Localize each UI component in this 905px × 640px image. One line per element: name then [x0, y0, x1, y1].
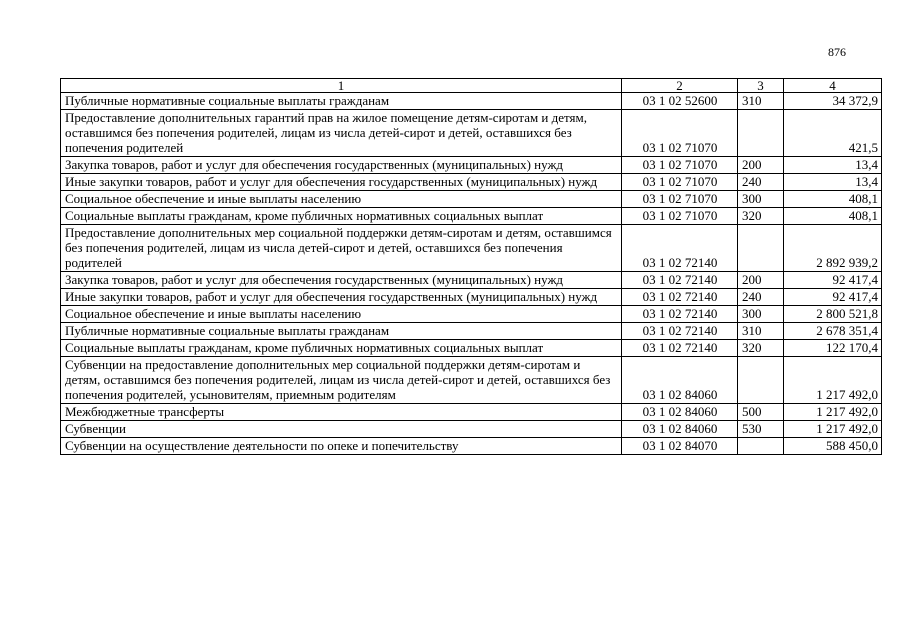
row-type-cell: [738, 438, 784, 455]
row-code-cell: 03 1 02 71070: [622, 157, 738, 174]
budget-table: [60, 78, 882, 455]
row-code-cell: 03 1 02 72140: [622, 225, 738, 272]
row-name-cell: Закупка товаров, работ и услуг для обеспечения государственных (муниципальных) нужд: [61, 272, 622, 289]
row-amount-cell: 408,1: [784, 191, 882, 208]
row-amount-cell: 13,4: [784, 174, 882, 191]
table-row: [61, 272, 882, 289]
row-name-cell: Закупка товаров, работ и услуг для обеспечения государственных (муниципальных) нужд: [61, 157, 622, 174]
row-amount-cell: 1 217 492,0: [784, 357, 882, 404]
row-amount-cell: 2 800 521,8: [784, 306, 882, 323]
row-name-cell: Социальное обеспечение и иные выплаты населению: [61, 306, 622, 323]
row-type-cell: [738, 225, 784, 272]
table-row: [61, 225, 882, 272]
table-header-row: [61, 79, 882, 93]
column-header-1: 1: [61, 79, 622, 93]
row-name-cell: Предоставление дополнительных гарантий прав на жилое помещение детям-сиротам и детям, оставшимся без попечения родителей, лицам из числа детей-сирот и детей, оставшихся без попечения родителей: [61, 110, 622, 157]
row-name-cell: Субвенции на предоставление дополнительных мер социальной поддержки детям-сиротам и детям, оставшимся без попечения родителей, лицам из числа детей-сирот и детей, оставшихся без попечения родителей, усыновителям, приемным родителям: [61, 357, 622, 404]
row-name-cell: Публичные нормативные социальные выплаты гражданам: [61, 323, 622, 340]
table-row: [61, 93, 882, 110]
table-body: [61, 93, 882, 455]
row-amount-cell: 13,4: [784, 157, 882, 174]
row-code-cell: 03 1 02 71070: [622, 110, 738, 157]
row-code-cell: 03 1 02 72140: [622, 306, 738, 323]
row-amount-cell: 34 372,9: [784, 93, 882, 110]
row-code-cell: 03 1 02 84070: [622, 438, 738, 455]
row-type-cell: 240: [738, 174, 784, 191]
table-row: [61, 357, 882, 404]
row-code-cell: 03 1 02 72140: [622, 289, 738, 306]
row-code-cell: 03 1 02 84060: [622, 404, 738, 421]
row-name-cell: Субвенции: [61, 421, 622, 438]
row-type-cell: 320: [738, 208, 784, 225]
table-row: [61, 340, 882, 357]
row-type-cell: [738, 357, 784, 404]
row-amount-cell: 92 417,4: [784, 272, 882, 289]
row-amount-cell: 1 217 492,0: [784, 421, 882, 438]
row-name-cell: Предоставление дополнительных мер социальной поддержки детям-сиротам и детям, оставшимся без попечения родителей, лицам из числа детей-сирот и детей, оставшихся без попечения родителей: [61, 225, 622, 272]
row-amount-cell: 408,1: [784, 208, 882, 225]
row-code-cell: 03 1 02 71070: [622, 191, 738, 208]
table-row: [61, 157, 882, 174]
row-type-cell: 300: [738, 306, 784, 323]
row-code-cell: 03 1 02 71070: [622, 174, 738, 191]
table-row: [61, 289, 882, 306]
row-type-cell: 500: [738, 404, 784, 421]
row-type-cell: 200: [738, 157, 784, 174]
row-name-cell: Социальные выплаты гражданам, кроме публичных нормативных социальных выплат: [61, 208, 622, 225]
row-type-cell: 240: [738, 289, 784, 306]
row-type-cell: 200: [738, 272, 784, 289]
table-row: [61, 421, 882, 438]
row-amount-cell: 2 892 939,2: [784, 225, 882, 272]
row-name-cell: Иные закупки товаров, работ и услуг для обеспечения государственных (муниципальных) нужд: [61, 174, 622, 191]
column-header-4: 4: [784, 79, 882, 93]
row-code-cell: 03 1 02 72140: [622, 272, 738, 289]
table-row: [61, 323, 882, 340]
row-amount-cell: 1 217 492,0: [784, 404, 882, 421]
row-name-cell: Иные закупки товаров, работ и услуг для обеспечения государственных (муниципальных) нужд: [61, 289, 622, 306]
row-type-cell: 320: [738, 340, 784, 357]
row-amount-cell: 92 417,4: [784, 289, 882, 306]
row-name-cell: Межбюджетные трансферты: [61, 404, 622, 421]
row-type-cell: 300: [738, 191, 784, 208]
row-code-cell: 03 1 02 84060: [622, 421, 738, 438]
table-row: [61, 404, 882, 421]
row-name-cell: Социальные выплаты гражданам, кроме публичных нормативных социальных выплат: [61, 340, 622, 357]
row-type-cell: 530: [738, 421, 784, 438]
row-type-cell: 310: [738, 93, 784, 110]
row-name-cell: Субвенции на осуществление деятельности по опеке и попечительству: [61, 438, 622, 455]
row-code-cell: 03 1 02 52600: [622, 93, 738, 110]
row-amount-cell: 2 678 351,4: [784, 323, 882, 340]
column-header-2: 2: [622, 79, 738, 93]
row-name-cell: Публичные нормативные социальные выплаты гражданам: [61, 93, 622, 110]
row-amount-cell: 588 450,0: [784, 438, 882, 455]
table-row: [61, 191, 882, 208]
row-amount-cell: 421,5: [784, 110, 882, 157]
table-row: [61, 208, 882, 225]
row-amount-cell: 122 170,4: [784, 340, 882, 357]
row-type-cell: 310: [738, 323, 784, 340]
row-code-cell: 03 1 02 84060: [622, 357, 738, 404]
row-code-cell: 03 1 02 71070: [622, 208, 738, 225]
table-row: [61, 174, 882, 191]
table-row: [61, 110, 882, 157]
row-code-cell: 03 1 02 72140: [622, 340, 738, 357]
table-row: [61, 438, 882, 455]
row-name-cell: Социальное обеспечение и иные выплаты населению: [61, 191, 622, 208]
row-code-cell: 03 1 02 72140: [622, 323, 738, 340]
table-row: [61, 306, 882, 323]
column-header-3: 3: [738, 79, 784, 93]
page-number: 876: [828, 45, 846, 59]
row-type-cell: [738, 110, 784, 157]
